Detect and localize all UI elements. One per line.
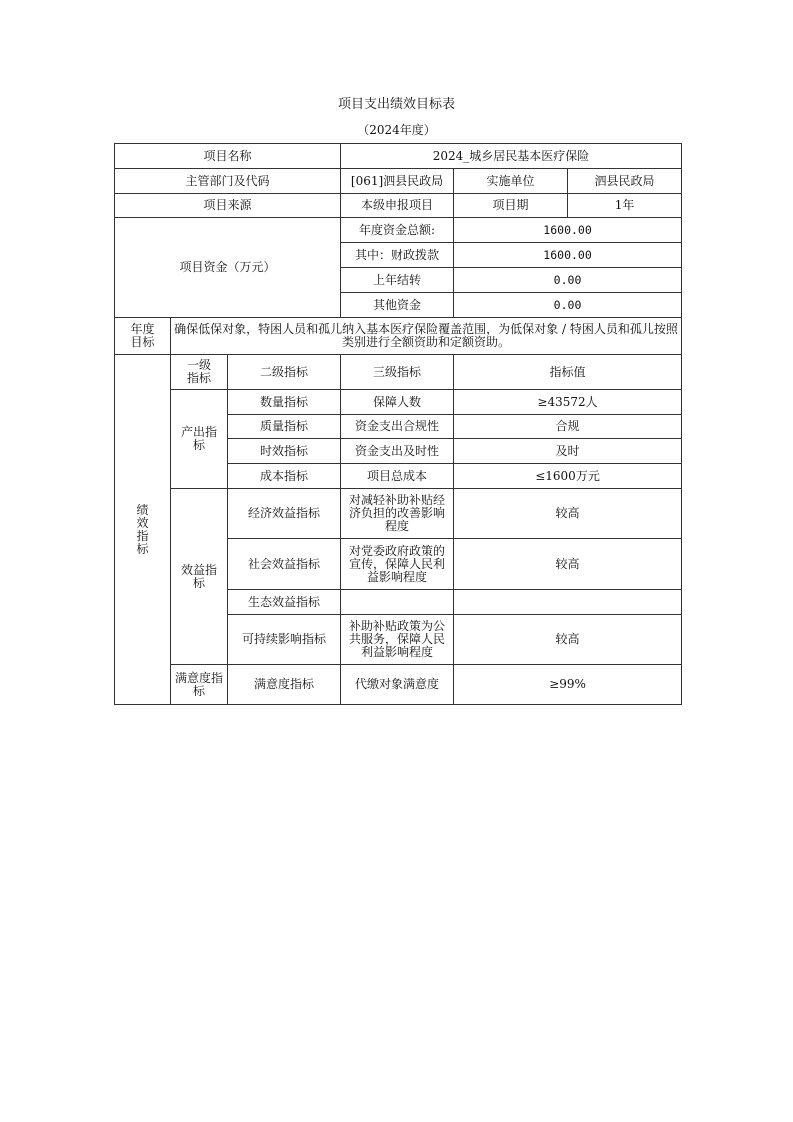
annual-goal-text: 确保低保对象，特困人员和孤儿纳入基本医疗保险覆盖范围，为低保对象 / 特困人员和孤儿按照类别进行全额资助和定额资助。	[171, 318, 682, 355]
annual-goal-row	[115, 318, 682, 355]
implementing-unit-label: 实施单位	[454, 169, 568, 194]
project-source-label: 项目来源	[115, 194, 341, 218]
level3-cell: 对减轻补助补贴经济负担的改善影响程度	[341, 489, 454, 539]
funds-total-value: 1600.00	[454, 218, 682, 243]
funds-total-label: 年度资金总额:	[341, 218, 454, 243]
level3-cell: 对党委政府政策的宣传，保障人民利益影响程度	[341, 539, 454, 590]
department-value: [061]泗县民政局	[341, 169, 454, 194]
department-label: 主管部门及代码	[115, 169, 341, 194]
indicator-value-cell: 较高	[454, 489, 682, 539]
level2-cell: 质量指标	[228, 415, 341, 439]
document-year: （2024年度）	[357, 123, 436, 137]
indicator-value-cell: ≤1600万元	[454, 464, 682, 489]
funds-other-value: 0.00	[454, 293, 682, 318]
implementing-unit-value: 泗县民政局	[568, 169, 682, 194]
level2-cell: 时效指标	[228, 439, 341, 464]
level2-cell: 成本指标	[228, 464, 341, 489]
indicator-value-cell	[454, 590, 682, 615]
indicator-value-cell: 及时	[454, 439, 682, 464]
indicator-value-header: 指标值	[454, 355, 682, 390]
project-source-value: 本级申报项目	[341, 194, 454, 218]
level2-cell: 生态效益指标	[228, 590, 341, 615]
benefit-indicators-label: 效益指标	[171, 489, 228, 665]
indicator-value-cell: ≥43572人	[454, 390, 682, 415]
indicator-value-cell: 合规	[454, 415, 682, 439]
indicator-header-row	[115, 355, 682, 390]
department-row	[115, 169, 682, 194]
table-row	[115, 489, 682, 539]
level3-cell: 代缴对象满意度	[341, 665, 454, 705]
level3-cell	[341, 590, 454, 615]
level2-cell: 满意度指标	[228, 665, 341, 705]
level3-cell: 保障人数	[341, 390, 454, 415]
performance-indicators-label: 绩效指标	[115, 355, 171, 705]
project-name-row	[115, 144, 682, 169]
level2-cell: 可持续影响指标	[228, 615, 341, 665]
funds-other-label: 其他资金	[341, 293, 454, 318]
level3-cell: 补助补贴政策为公共服务，保障人民利益影响程度	[341, 615, 454, 665]
project-source-row	[115, 194, 682, 218]
indicator-value-cell: 较高	[454, 615, 682, 665]
project-funds-label: 项目资金（万元）	[115, 218, 341, 318]
project-name-value: 2024_城乡居民基本医疗保险	[341, 144, 682, 169]
indicator-value-cell: 较高	[454, 539, 682, 590]
project-name-label: 项目名称	[115, 144, 341, 169]
table-row	[115, 665, 682, 705]
project-period-label: 项目期	[454, 194, 568, 218]
level2-header: 二级指标	[228, 355, 341, 390]
project-period-value: 1年	[568, 194, 682, 218]
funds-carryover-label: 上年结转	[341, 268, 454, 293]
level1-header: 一级指标	[171, 355, 228, 390]
funds-carryover-value: 0.00	[454, 268, 682, 293]
level3-cell: 资金支出及时性	[341, 439, 454, 464]
performance-target-table	[114, 143, 682, 705]
output-indicators-label: 产出指标	[171, 390, 228, 489]
level3-header: 三级指标	[341, 355, 454, 390]
indicator-value-cell: ≥99%	[454, 665, 682, 705]
funds-fiscal-value: 1600.00	[454, 243, 682, 268]
satisfaction-indicators-label: 满意度指标	[171, 665, 228, 705]
level3-cell: 资金支出合规性	[341, 415, 454, 439]
document-title: 项目支出绩效目标表	[337, 97, 455, 112]
table-row	[115, 390, 682, 415]
level2-cell: 经济效益指标	[228, 489, 341, 539]
annual-goal-label: 年度目标	[115, 318, 171, 355]
funds-fiscal-label: 其中：财政拨款	[341, 243, 454, 268]
level2-cell: 数量指标	[228, 390, 341, 415]
funds-row	[115, 218, 682, 243]
level3-cell: 项目总成本	[341, 464, 454, 489]
level2-cell: 社会效益指标	[228, 539, 341, 590]
